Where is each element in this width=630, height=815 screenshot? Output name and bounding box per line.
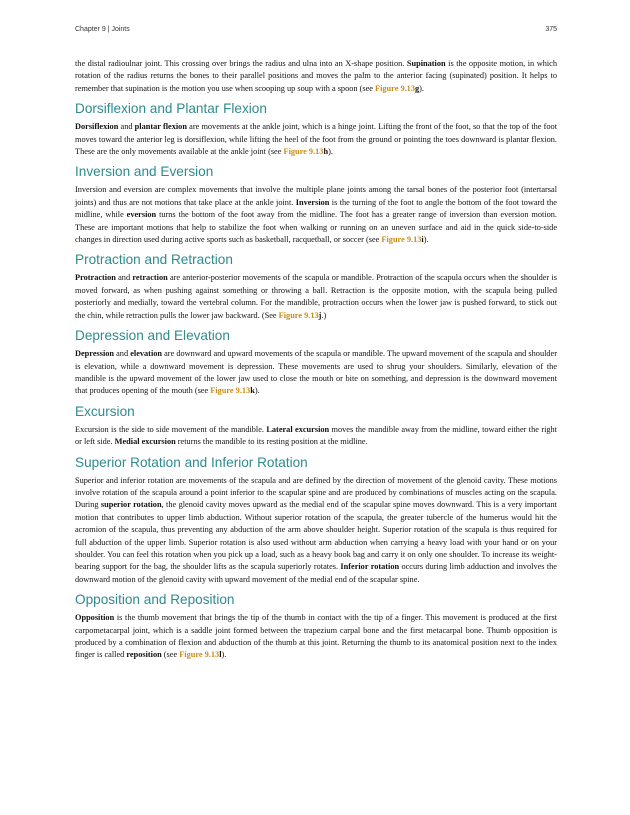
section-heading-depression: Depression and Elevation [75,328,230,344]
intro-paragraph [75,58,557,95]
paragraph-dorsiflexion: Dorsiflexion and plantar flexion are movements at the ankle joint, which is a hinge joint. Lifting the front of the foot, so that the top of the foot moves toward the anterior leg is dorsiflexion, while lifting the heel of the foot from the ground or pointing the toes downward is plantar flexion. These are the only movements available at the ankle joint (see Figure 9.13h). [75,122,557,157]
term-superior-rotation: superior rotation [100,500,162,510]
paragraph-protraction: Protraction and retraction are anterior-posterior movements of the scapula or mandible. Protraction of the scapula occurs when the shoulder is moved forward, as when pushing against something or throwing a ball. Retraction is the opposite motion, with the scapula being pulled posteriorly and medially, toward the vertebral column. For the mandible, protraction occurs when the lower jaw is pushed forward, to stick out the chin, while retraction pulls the lower jaw backward. (See Figure 9.13j.) [75,273,557,320]
figure-link[interactable]: Figure 9.13k [210,386,255,396]
running-header [75,26,557,38]
figure-link[interactable]: Figure 9.13i [381,235,424,245]
text-run: ). [419,83,424,93]
section-heading-inversion: Inversion and Eversion [75,164,214,180]
term-eversion: eversion [126,210,157,220]
term-depression: Depression [75,349,115,359]
term-lateral-excursion: Lateral excursion [266,424,330,434]
text-run: is the opposite motion, in which rotation of the radius returns the bones to their parallel positions and moves the palm to the anterior facing (supinated) position. It helps to remember that supination is the motion you use when scooping up soup with a spoon (see [75,59,558,93]
section-heading-dorsiflexion: Dorsiflexion and Plantar Flexion [75,101,267,117]
term-opposition: Opposition [75,613,115,623]
page-number: 375 [545,26,557,33]
term-supination: Supination [406,59,446,68]
chapter-title: Chapter 9 | Joints [75,26,130,33]
body-content [75,58,557,666]
paragraph-opposition: Opposition is the thumb movement that brings the tip of the thumb in contact with the tip of a finger. This movement is produced at the first carpometacarpal joint, which is a saddle joint formed between the trapezium carpal bone and the first metacarpal bone. Thumb opposition is produced by a combination of flexion and abduction of the thumb at this joint. Returning the thumb to its anatomical position next to the index finger is called reposition (see Figure 9.13l). [75,613,557,660]
figure-link[interactable]: Figure 9.13l [179,650,222,660]
paragraph-excursion: Excursion is the side to side movement of the mandible. Lateral excursion moves the mandible away from the midline, toward either the right or left side. Medial excursion returns the mandible to its resting position at the midline. [75,424,557,447]
section-heading-opposition: Opposition and Reposition [75,592,235,608]
section-heading-protraction: Protraction and Retraction [75,252,233,268]
section-heading-excursion: Excursion [75,403,135,419]
term-medial-excursion: Medial excursion [114,437,176,447]
term-reposition: reposition [126,650,162,660]
term-plantar-flexion: plantar flexion [134,122,187,132]
term-inversion: Inversion [295,197,330,207]
term-protraction: Protraction [75,273,116,283]
paragraph-superior-rotation: Superior and inferior rotation are movements of the scapula and are defined by the direction of movement of the glenoid cavity. These motions involve rotation of the scapula around a point inferior to the scapular spine and are produced by combinations of muscles acting on the scapula. During superior rotation, the glenoid cavity moves upward as the medial end of the scapular spine moves downward. This is a very important motion that contributes to upper limb abduction. Without superior rotation of the scapula, the greater tubercle of the humerus would hit the acromion of the scapula, thus preventing any abduction of the arm above shoulder height. Superior rotation of the scapula is thus required for full abduction of the upper limb. Superior rotation is also used without arm abduction when carrying a heavy load with your hand or on your shoulder. You can feel this rotation when you pick up a load, such as a heavy book bag and carry it on only one shoulder. To increase its weight-bearing support for the bag, the shoulder lifts as the scapula superiorly rotates. Inferior rotation occurs during limb adduction and involves the downward motion of the glenoid cavity with upward movement of the medial end of the scapular spine. [75,475,557,584]
section-heading-superior-rotation: Superior Rotation and Inferior Rotation [75,454,308,470]
term-inferior-rotation: Inferior rotation [340,562,400,572]
term-dorsiflexion: Dorsiflexion [75,122,119,132]
term-elevation: elevation [130,349,163,359]
figure-link[interactable]: Figure 9.13j [278,310,322,320]
figure-link[interactable]: Figure 9.13g [375,83,420,93]
text-run: the distal radioulnar joint. This crossing over brings the radius and ulna into an X-shape position. [75,59,407,68]
term-retraction: retraction [132,273,168,283]
figure-link[interactable]: Figure 9.13h [283,147,329,157]
paragraph-depression: Depression and elevation are downward and upward movements of the scapula or mandible. The upward movement of the scapula and shoulder is elevation, while a downward movement is depression. These movements are used to shrug your shoulders. Similarly, elevation of the mandible is the upward movement of the lower jaw used to close the mouth or bite on something, and depression is the downward movement that produces opening of the mouth (see Figure 9.13k). [75,349,557,396]
paragraph-inversion: Inversion and eversion are complex movements that involve the multiple plane joints among the tarsal bones of the posterior foot (intertarsal joints) and thus are not motions that take place at the ankle joint. Inversion is the turning of the foot to angle the bottom of the foot toward the midline, while eversion turns the bottom of the foot away from the midline. The foot has a greater range of inversion than eversion motion. These are important motions that help to stabilize the foot when walking or running on an uneven surface and aid in the quick side-to-side changes in direction used during active sports such as basketball, racquetball, or soccer (see Figure 9.13i). [75,185,557,245]
